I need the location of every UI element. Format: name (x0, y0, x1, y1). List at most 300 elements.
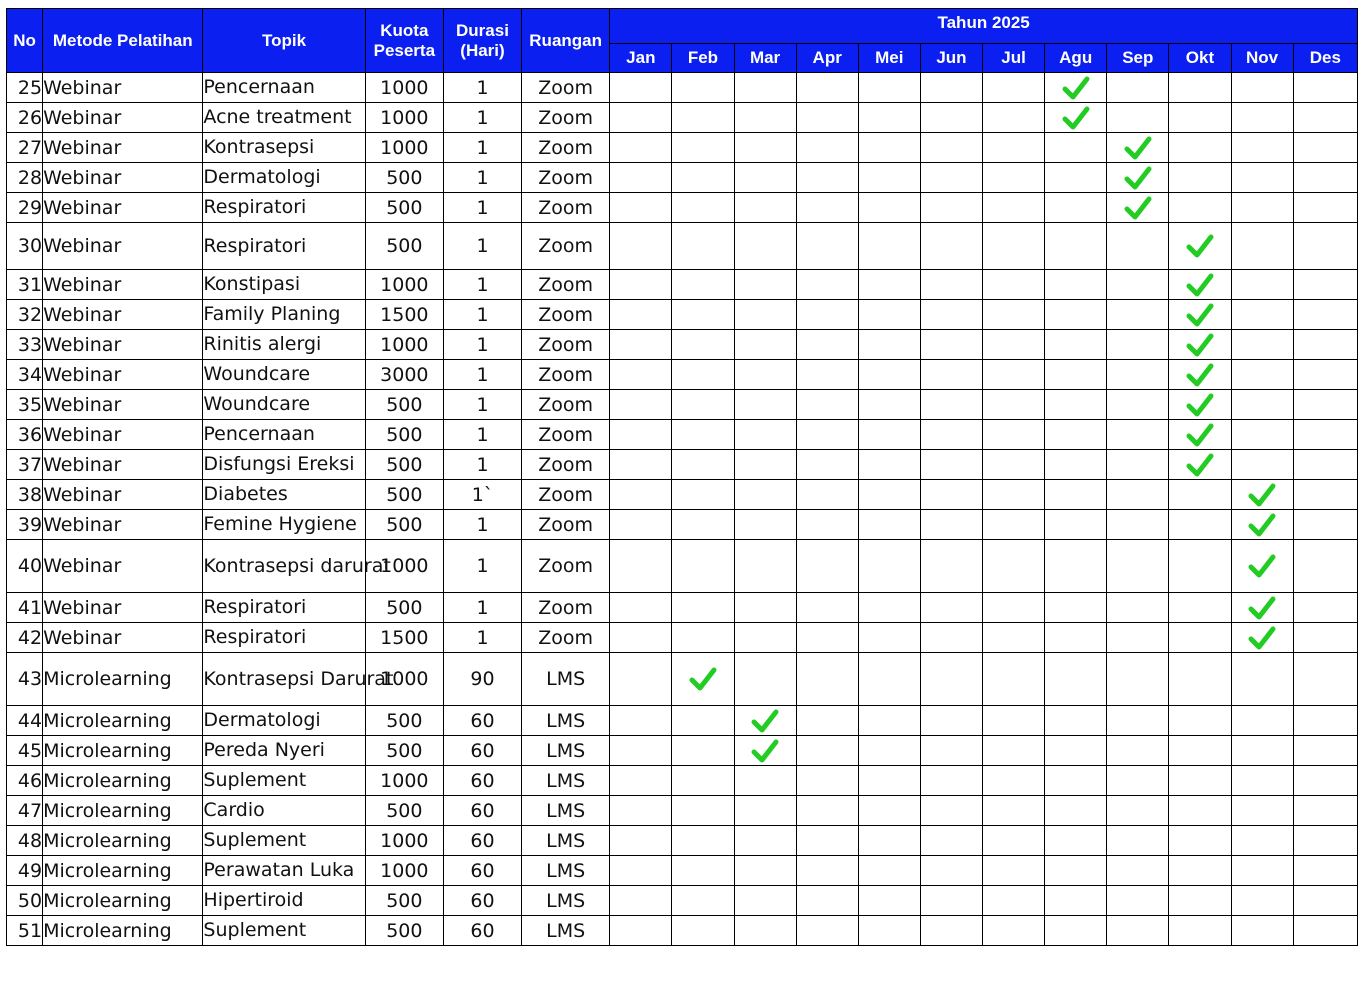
month-cell-jan (610, 856, 672, 886)
month-cell-mei (858, 133, 920, 163)
topic-cell: Rinitis alergi (203, 330, 365, 360)
participant-quota-cell: 1000 (365, 270, 443, 300)
month-cell-okt (1169, 223, 1231, 270)
month-cell-agu (1045, 623, 1107, 653)
month-cell-jun (920, 653, 982, 706)
month-cell-jul (983, 270, 1045, 300)
month-cell-mei (858, 736, 920, 766)
month-header-jun: Jun (920, 44, 982, 73)
month-cell-jan (610, 796, 672, 826)
row-number-cell: 28 (7, 163, 43, 193)
month-cell-nov (1231, 223, 1293, 270)
check-icon (1185, 361, 1215, 389)
month-cell-mei (858, 300, 920, 330)
month-cell-jul (983, 886, 1045, 916)
row-number-cell: 35 (7, 390, 43, 420)
month-header-mar: Mar (734, 44, 796, 73)
duration-days-cell: 60 (443, 886, 521, 916)
month-cell-mar (734, 133, 796, 163)
row-number-cell: 51 (7, 916, 43, 946)
month-cell-des (1293, 193, 1357, 223)
month-cell-sep (1107, 390, 1169, 420)
month-cell-okt (1169, 270, 1231, 300)
duration-days-cell: 60 (443, 826, 521, 856)
duration-days-cell: 1` (443, 480, 521, 510)
participant-quota-cell: 3000 (365, 360, 443, 390)
month-cell-mei (858, 796, 920, 826)
training-method-cell: Webinar (43, 300, 203, 330)
month-cell-apr (796, 390, 858, 420)
month-cell-nov (1231, 103, 1293, 133)
month-cell-sep (1107, 916, 1169, 946)
month-cell-mar (734, 73, 796, 103)
month-cell-okt (1169, 480, 1231, 510)
month-cell-jul (983, 390, 1045, 420)
month-cell-des (1293, 480, 1357, 510)
month-cell-jun (920, 330, 982, 360)
check-icon (750, 737, 780, 765)
participant-quota-cell: 500 (365, 450, 443, 480)
row-number-cell: 25 (7, 73, 43, 103)
month-cell-nov (1231, 736, 1293, 766)
topic-cell: Dermatologi (203, 163, 365, 193)
month-cell-sep (1107, 193, 1169, 223)
duration-days-cell: 1 (443, 360, 521, 390)
check-icon (1185, 301, 1215, 329)
training-method-cell: Webinar (43, 593, 203, 623)
month-cell-jan (610, 510, 672, 540)
topic-cell: Pereda Nyeri (203, 736, 365, 766)
table-row (7, 766, 1358, 796)
month-cell-jun (920, 886, 982, 916)
month-cell-agu (1045, 736, 1107, 766)
month-cell-feb (672, 766, 734, 796)
month-cell-mei (858, 540, 920, 593)
month-cell-jun (920, 103, 982, 133)
check-icon (1185, 331, 1215, 359)
month-cell-sep (1107, 886, 1169, 916)
room-cell: Zoom (522, 390, 610, 420)
month-cell-apr (796, 103, 858, 133)
room-cell: LMS (522, 706, 610, 736)
month-cell-des (1293, 916, 1357, 946)
month-cell-des (1293, 796, 1357, 826)
month-cell-des (1293, 540, 1357, 593)
month-cell-des (1293, 653, 1357, 706)
duration-days-cell: 60 (443, 796, 521, 826)
month-cell-apr (796, 593, 858, 623)
row-number-cell: 42 (7, 623, 43, 653)
month-cell-apr (796, 450, 858, 480)
month-cell-agu (1045, 916, 1107, 946)
duration-days-cell: 60 (443, 736, 521, 766)
month-cell-nov (1231, 330, 1293, 360)
month-cell-sep (1107, 133, 1169, 163)
month-cell-nov (1231, 916, 1293, 946)
month-cell-okt (1169, 300, 1231, 330)
check-icon (1185, 232, 1215, 260)
month-cell-jan (610, 766, 672, 796)
participant-quota-cell: 500 (365, 163, 443, 193)
month-cell-mei (858, 103, 920, 133)
table-row (7, 796, 1358, 826)
month-cell-agu (1045, 300, 1107, 330)
table-row (7, 390, 1358, 420)
header-topic: Topik (203, 9, 365, 73)
participant-quota-cell: 500 (365, 593, 443, 623)
month-cell-agu (1045, 193, 1107, 223)
month-header-mei: Mei (858, 44, 920, 73)
month-cell-jan (610, 886, 672, 916)
room-cell: LMS (522, 796, 610, 826)
month-cell-jun (920, 766, 982, 796)
row-number-cell: 34 (7, 360, 43, 390)
month-cell-mei (858, 653, 920, 706)
month-cell-okt (1169, 623, 1231, 653)
room-cell: Zoom (522, 223, 610, 270)
topic-cell: Konstipasi (203, 270, 365, 300)
month-cell-mei (858, 480, 920, 510)
month-header-sep: Sep (1107, 44, 1169, 73)
month-header-feb: Feb (672, 44, 734, 73)
participant-quota-cell: 1000 (365, 766, 443, 796)
month-cell-mei (858, 886, 920, 916)
month-cell-jan (610, 540, 672, 593)
month-cell-des (1293, 766, 1357, 796)
row-number-cell: 48 (7, 826, 43, 856)
month-cell-jun (920, 270, 982, 300)
table-row (7, 856, 1358, 886)
table-row (7, 270, 1358, 300)
check-icon (1061, 104, 1091, 132)
month-cell-nov (1231, 163, 1293, 193)
check-icon (1185, 421, 1215, 449)
month-cell-mei (858, 826, 920, 856)
month-cell-nov (1231, 706, 1293, 736)
table-row (7, 133, 1358, 163)
duration-days-cell: 60 (443, 916, 521, 946)
month-cell-jun (920, 510, 982, 540)
month-cell-apr (796, 133, 858, 163)
duration-days-cell: 1 (443, 510, 521, 540)
month-cell-agu (1045, 223, 1107, 270)
month-cell-feb (672, 420, 734, 450)
month-cell-jul (983, 856, 1045, 886)
row-number-cell: 36 (7, 420, 43, 450)
table-row (7, 193, 1358, 223)
room-cell: Zoom (522, 593, 610, 623)
month-cell-mar (734, 796, 796, 826)
month-cell-jul (983, 766, 1045, 796)
month-cell-jul (983, 163, 1045, 193)
month-cell-feb (672, 480, 734, 510)
room-cell: LMS (522, 886, 610, 916)
month-cell-sep (1107, 480, 1169, 510)
month-cell-okt (1169, 420, 1231, 450)
room-cell: Zoom (522, 420, 610, 450)
duration-days-cell: 1 (443, 390, 521, 420)
month-cell-mar (734, 540, 796, 593)
month-cell-apr (796, 193, 858, 223)
check-icon (1185, 451, 1215, 479)
duration-days-cell: 1 (443, 623, 521, 653)
month-cell-agu (1045, 706, 1107, 736)
topic-cell: Respiratori (203, 593, 365, 623)
row-number-cell: 39 (7, 510, 43, 540)
month-cell-des (1293, 826, 1357, 856)
month-cell-nov (1231, 73, 1293, 103)
header-room: Ruangan (522, 9, 610, 73)
month-cell-agu (1045, 73, 1107, 103)
month-header-apr: Apr (796, 44, 858, 73)
month-cell-okt (1169, 593, 1231, 623)
participant-quota-cell: 1000 (365, 653, 443, 706)
row-number-cell: 27 (7, 133, 43, 163)
month-cell-jan (610, 133, 672, 163)
room-cell: Zoom (522, 540, 610, 593)
month-cell-agu (1045, 360, 1107, 390)
month-cell-jun (920, 623, 982, 653)
month-cell-jan (610, 270, 672, 300)
topic-cell: Dermatologi (203, 706, 365, 736)
month-cell-agu (1045, 133, 1107, 163)
month-cell-jul (983, 73, 1045, 103)
month-cell-jul (983, 360, 1045, 390)
month-cell-nov (1231, 766, 1293, 796)
month-cell-nov (1231, 886, 1293, 916)
month-cell-des (1293, 886, 1357, 916)
table-row (7, 103, 1358, 133)
check-icon (1061, 74, 1091, 102)
room-cell: Zoom (522, 450, 610, 480)
month-cell-jan (610, 916, 672, 946)
month-cell-sep (1107, 653, 1169, 706)
month-cell-nov (1231, 360, 1293, 390)
month-cell-mar (734, 736, 796, 766)
duration-days-cell: 1 (443, 103, 521, 133)
month-cell-jun (920, 193, 982, 223)
month-cell-feb (672, 706, 734, 736)
month-cell-nov (1231, 133, 1293, 163)
month-cell-sep (1107, 330, 1169, 360)
month-cell-jun (920, 390, 982, 420)
month-cell-jan (610, 360, 672, 390)
month-cell-mar (734, 826, 796, 856)
topic-cell: Suplement (203, 766, 365, 796)
month-cell-apr (796, 623, 858, 653)
month-cell-mar (734, 766, 796, 796)
month-cell-jan (610, 450, 672, 480)
month-cell-okt (1169, 193, 1231, 223)
month-cell-des (1293, 163, 1357, 193)
month-cell-nov (1231, 270, 1293, 300)
month-cell-apr (796, 330, 858, 360)
month-cell-okt (1169, 360, 1231, 390)
month-cell-feb (672, 330, 734, 360)
month-cell-des (1293, 103, 1357, 133)
month-cell-okt (1169, 826, 1231, 856)
room-cell: LMS (522, 766, 610, 796)
month-cell-okt (1169, 390, 1231, 420)
month-cell-mei (858, 450, 920, 480)
duration-days-cell: 1 (443, 133, 521, 163)
month-cell-mar (734, 103, 796, 133)
duration-days-cell: 1 (443, 163, 521, 193)
month-cell-mar (734, 653, 796, 706)
month-cell-agu (1045, 480, 1107, 510)
row-number-cell: 45 (7, 736, 43, 766)
month-cell-mar (734, 886, 796, 916)
month-cell-okt (1169, 856, 1231, 886)
month-cell-nov (1231, 300, 1293, 330)
month-cell-mar (734, 223, 796, 270)
month-cell-okt (1169, 796, 1231, 826)
month-cell-okt (1169, 736, 1231, 766)
month-cell-jun (920, 420, 982, 450)
month-cell-sep (1107, 706, 1169, 736)
participant-quota-cell: 1000 (365, 826, 443, 856)
room-cell: Zoom (522, 270, 610, 300)
header-year: Tahun 2025 (610, 9, 1358, 44)
month-cell-sep (1107, 420, 1169, 450)
topic-cell: Woundcare (203, 360, 365, 390)
month-cell-okt (1169, 330, 1231, 360)
month-cell-agu (1045, 450, 1107, 480)
month-cell-des (1293, 73, 1357, 103)
month-cell-agu (1045, 886, 1107, 916)
month-cell-nov (1231, 510, 1293, 540)
month-cell-apr (796, 270, 858, 300)
month-cell-jul (983, 653, 1045, 706)
month-cell-sep (1107, 856, 1169, 886)
month-cell-feb (672, 510, 734, 540)
month-cell-jun (920, 133, 982, 163)
month-cell-nov (1231, 540, 1293, 593)
month-cell-mar (734, 270, 796, 300)
table-row (7, 736, 1358, 766)
month-cell-sep (1107, 796, 1169, 826)
header-no: No (7, 9, 43, 73)
month-cell-jan (610, 103, 672, 133)
participant-quota-cell: 500 (365, 796, 443, 826)
month-cell-mei (858, 510, 920, 540)
room-cell: Zoom (522, 510, 610, 540)
month-cell-okt (1169, 916, 1231, 946)
training-method-cell: Webinar (43, 480, 203, 510)
room-cell: Zoom (522, 300, 610, 330)
table-row (7, 706, 1358, 736)
month-cell-agu (1045, 163, 1107, 193)
month-cell-mar (734, 623, 796, 653)
room-cell: Zoom (522, 623, 610, 653)
month-cell-jul (983, 796, 1045, 826)
table-row (7, 826, 1358, 856)
month-cell-feb (672, 886, 734, 916)
check-icon (688, 665, 718, 693)
table-row (7, 223, 1358, 270)
month-cell-des (1293, 420, 1357, 450)
duration-days-cell: 1 (443, 540, 521, 593)
month-cell-mar (734, 480, 796, 510)
month-cell-jun (920, 826, 982, 856)
month-cell-mei (858, 766, 920, 796)
month-cell-apr (796, 706, 858, 736)
training-method-cell: Webinar (43, 450, 203, 480)
month-cell-jan (610, 420, 672, 450)
month-header-agu: Agu (1045, 44, 1107, 73)
month-cell-mar (734, 420, 796, 450)
month-cell-des (1293, 223, 1357, 270)
month-cell-jan (610, 193, 672, 223)
month-cell-feb (672, 360, 734, 390)
participant-quota-cell: 500 (365, 916, 443, 946)
duration-days-cell: 1 (443, 450, 521, 480)
row-number-cell: 38 (7, 480, 43, 510)
month-cell-des (1293, 623, 1357, 653)
duration-days-cell: 1 (443, 593, 521, 623)
month-cell-sep (1107, 593, 1169, 623)
table-row (7, 480, 1358, 510)
month-cell-jul (983, 916, 1045, 946)
month-cell-feb (672, 163, 734, 193)
month-cell-nov (1231, 420, 1293, 450)
month-cell-agu (1045, 103, 1107, 133)
month-cell-nov (1231, 796, 1293, 826)
check-icon (1247, 552, 1277, 580)
training-method-cell: Microlearning (43, 886, 203, 916)
participant-quota-cell: 500 (365, 736, 443, 766)
table-row (7, 360, 1358, 390)
table-row (7, 163, 1358, 193)
month-cell-apr (796, 736, 858, 766)
duration-days-cell: 1 (443, 330, 521, 360)
room-cell: LMS (522, 826, 610, 856)
training-method-cell: Webinar (43, 133, 203, 163)
month-header-des: Des (1293, 44, 1357, 73)
table-row (7, 450, 1358, 480)
participant-quota-cell: 500 (365, 510, 443, 540)
room-cell: Zoom (522, 163, 610, 193)
month-cell-mar (734, 706, 796, 736)
month-cell-apr (796, 223, 858, 270)
month-cell-des (1293, 706, 1357, 736)
month-cell-jul (983, 193, 1045, 223)
topic-cell: Suplement (203, 826, 365, 856)
month-cell-jan (610, 593, 672, 623)
month-cell-feb (672, 826, 734, 856)
month-cell-nov (1231, 623, 1293, 653)
training-method-cell: Webinar (43, 540, 203, 593)
topic-cell: Woundcare (203, 390, 365, 420)
row-number-cell: 50 (7, 886, 43, 916)
month-cell-okt (1169, 133, 1231, 163)
month-cell-mei (858, 706, 920, 736)
month-cell-jun (920, 163, 982, 193)
duration-days-cell: 1 (443, 420, 521, 450)
month-cell-mei (858, 856, 920, 886)
month-cell-jun (920, 736, 982, 766)
topic-cell: Suplement (203, 916, 365, 946)
month-header-nov: Nov (1231, 44, 1293, 73)
topic-cell: Respiratori (203, 223, 365, 270)
month-cell-des (1293, 736, 1357, 766)
month-cell-jan (610, 73, 672, 103)
training-method-cell: Webinar (43, 73, 203, 103)
room-cell: LMS (522, 736, 610, 766)
row-number-cell: 41 (7, 593, 43, 623)
month-cell-mei (858, 623, 920, 653)
month-cell-jun (920, 73, 982, 103)
